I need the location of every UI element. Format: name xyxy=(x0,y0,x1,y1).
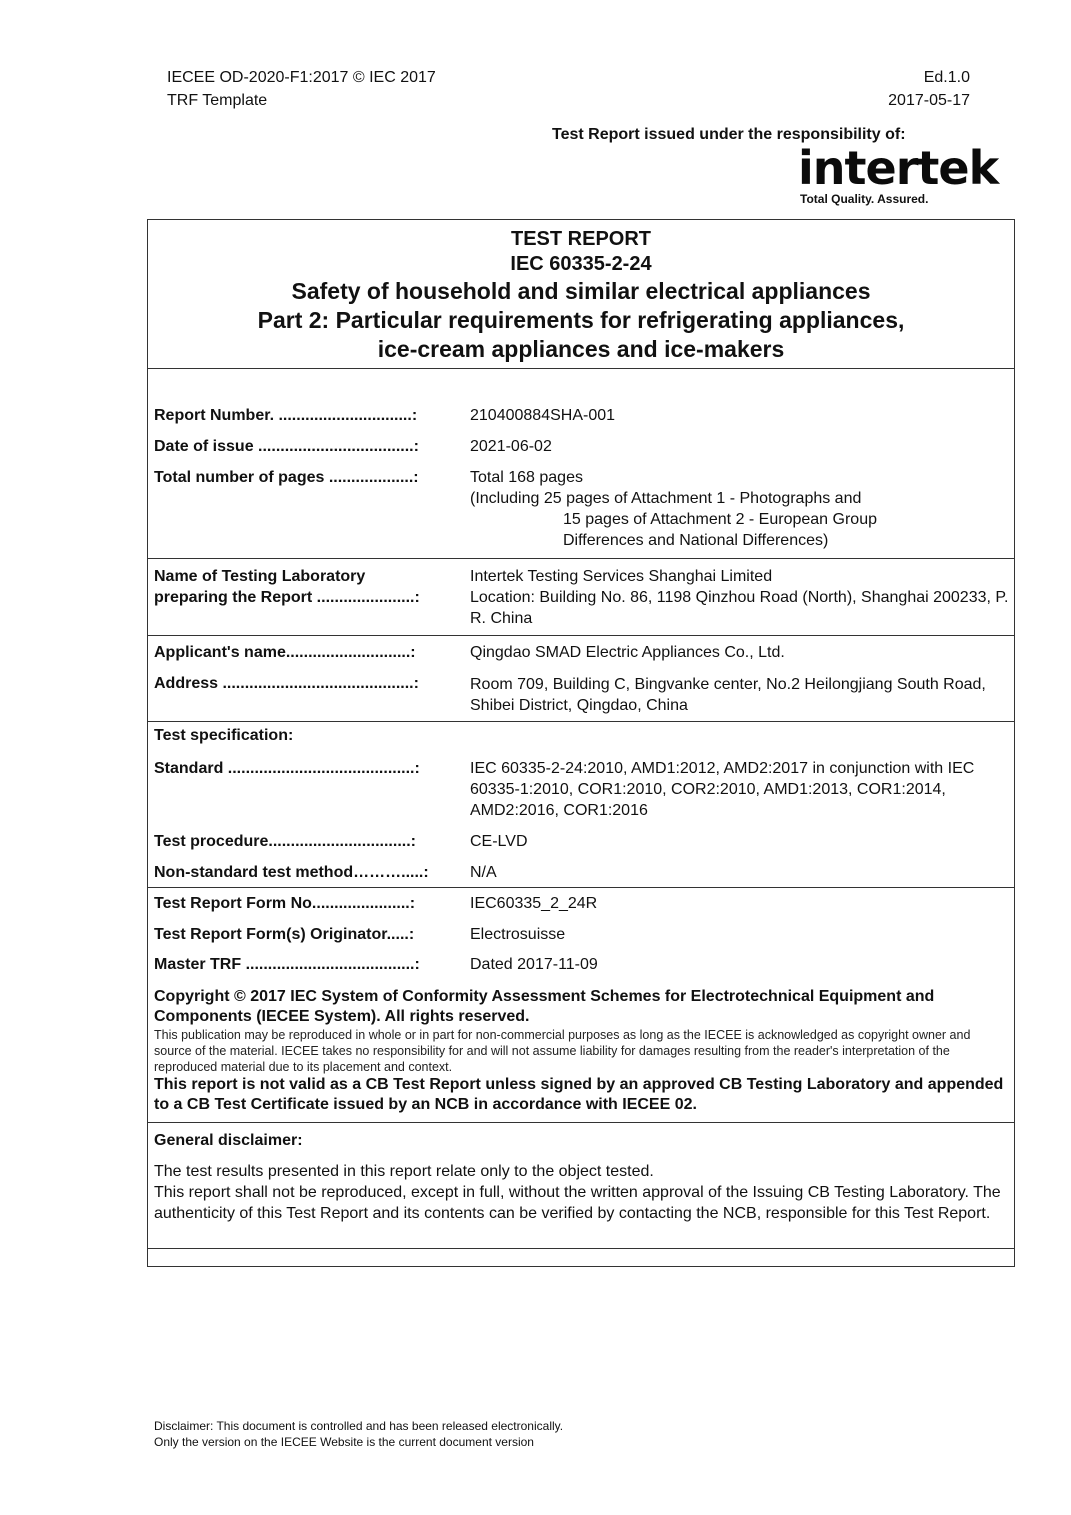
general-disclaimer xyxy=(154,1130,1010,1224)
header-left xyxy=(167,66,436,112)
applicant-address-value: Room 709, Building C, Bingvanke center, No.2 Heilongjiang South Road, Shibei District, Qingdao, China xyxy=(470,676,986,714)
testing-lab-label-line-1: Name of Testing Laboratory xyxy=(154,568,366,585)
standard-title: Safety of household and similar electrical appliances xyxy=(291,278,871,304)
applicant-address-label: Address ...........................................: xyxy=(154,675,419,692)
divider xyxy=(148,887,1014,888)
total-pages-line-4: Differences and National Differences) xyxy=(563,532,829,549)
trf-number-row xyxy=(154,893,1014,914)
standard-subtitle-2: ice-cream appliances and ice-makers xyxy=(377,336,785,362)
non-standard-method-label: Non-standard test method……….....: xyxy=(154,864,429,881)
master-trf-row xyxy=(154,954,1014,975)
total-pages-row xyxy=(154,467,1014,553)
header-right xyxy=(888,66,970,112)
general-disclaimer-line-2: This report shall not be reproduced, except in full, without the written approval of the Issuing CB Testing Laboratory. The authenticity of this Test Report and its contents can be verified by contacting the NCB, responsible for this Test Report. xyxy=(154,1184,1001,1222)
standard-row xyxy=(154,758,1014,821)
master-trf-label: Master TRF ......................................: xyxy=(154,956,420,973)
standard-label: Standard ..........................................: xyxy=(154,760,420,777)
footer-line-2: Only the version on the IECEE Website is the current document version xyxy=(154,1435,534,1449)
report-number-value: 210400884SHA-001 xyxy=(470,407,616,424)
copyright-heading: Copyright © 2017 IEC System of Conformity Assessment Schemes for Electrotechnical Equipment and Components (IECEE System). All rights reserved. xyxy=(154,988,935,1025)
logo-tagline: Total Quality. Assured. xyxy=(800,192,929,206)
trf-originator-label: Test Report Form(s) Originator.....: xyxy=(154,926,415,943)
testing-lab-label xyxy=(154,566,454,608)
issued-under-text: Test Report issued under the responsibility of: xyxy=(552,126,906,143)
template-name: TRF Template xyxy=(167,92,268,109)
testing-lab-location: Location: Building No. 86, 1198 Qinzhou Road (North), Shanghai 200233, P. R. China xyxy=(470,589,1009,627)
total-pages-line-2: (Including 25 pages of Attachment 1 - Photographs and xyxy=(470,490,862,507)
footer-line-1: Disclaimer: This document is controlled and has been released electronically. xyxy=(154,1419,564,1433)
master-trf-value: Dated 2017-11-09 xyxy=(470,956,598,973)
testing-lab-label-line-2: preparing the Report ......................: xyxy=(154,589,420,606)
divider xyxy=(148,558,1014,559)
test-procedure-row xyxy=(154,831,1014,852)
trf-number-label: Test Report Form No......................: xyxy=(154,895,416,912)
test-procedure-value: CE-LVD xyxy=(470,833,528,850)
standard-value: IEC 60335-2-24:2010, AMD1:2012, AMD2:2017 in conjunction with IEC 60335-1:2010, COR1:2010, COR2:2010, AMD1:2013, COR1:2014, AMD2:2016, COR1:2016 xyxy=(470,760,975,819)
intertek-logo xyxy=(798,142,998,212)
non-standard-method-value: N/A xyxy=(470,864,497,881)
total-pages-line-1: Total 168 pages xyxy=(470,469,583,486)
total-pages-value xyxy=(470,467,1010,551)
report-frame xyxy=(147,219,1015,1267)
copyright-body: This publication may be reproduced in whole or in part for non-commercial purposes as long as the IECEE is acknowledged as copyright owner and source of the material. IECEE takes no responsibility for and will not assume liability for damages resulting from the reader's interpretation of the reproduced material due to its placement and context. xyxy=(154,1028,971,1074)
date-of-issue-label: Date of issue ...................................: xyxy=(154,438,419,455)
standard-subtitle-1: Part 2: Particular requirements for refrigerating appliances, xyxy=(257,307,905,333)
title-block xyxy=(148,220,1014,369)
total-pages-line-3: 15 pages of Attachment 2 - European Group xyxy=(563,511,877,528)
testing-lab-row xyxy=(154,566,1014,628)
form-reference: IECEE OD-2020-F1:2017 © IEC 2017 xyxy=(167,69,436,86)
date-of-issue-value: 2021-06-02 xyxy=(470,438,552,455)
report-number-label: Report Number. ..............................: xyxy=(154,407,418,424)
report-heading: TEST REPORT xyxy=(510,228,651,250)
trf-number-value: IEC60335_2_24R xyxy=(470,895,598,912)
test-specification-heading: Test specification: xyxy=(154,727,294,744)
trf-originator-row xyxy=(154,924,1014,945)
applicant-name-value: Qingdao SMAD Electric Appliances Co., Ltd. xyxy=(470,644,785,661)
footer-disclaimer xyxy=(154,1418,563,1450)
divider xyxy=(148,1248,1014,1249)
date-of-issue-row xyxy=(154,436,1014,457)
divider xyxy=(148,635,1014,636)
divider xyxy=(148,1122,1014,1123)
report-number-row xyxy=(154,405,1014,426)
edition: Ed.1.0 xyxy=(923,69,970,86)
trf-originator-value: Electrosuisse xyxy=(470,926,566,943)
validity-statement: This report is not valid as a CB Test Report unless signed by an approved CB Testing Laboratory and appended to a CB Test Certificate issued by an NCB in accordance with IECEE 02. xyxy=(154,1076,1004,1113)
applicant-name-row xyxy=(154,642,1014,663)
applicant-address-row xyxy=(154,673,1014,715)
template-date: 2017-05-17 xyxy=(888,92,970,109)
testing-lab-value xyxy=(470,566,1010,629)
standard-number: IEC 60335-2-24 xyxy=(510,253,652,275)
logo-wordmark: intertek xyxy=(798,141,999,195)
testing-lab-name: Intertek Testing Services Shanghai Limited xyxy=(470,568,773,585)
test-procedure-label: Test procedure................................: xyxy=(154,833,416,850)
non-standard-method-row xyxy=(154,862,1014,883)
general-disclaimer-heading: General disclaimer: xyxy=(154,1132,303,1149)
total-pages-label: Total number of pages ...................: xyxy=(154,469,419,486)
applicant-name-label: Applicant's name............................: xyxy=(154,644,416,661)
divider xyxy=(148,721,1014,722)
general-disclaimer-line-1: The test results presented in this report relate only to the object tested. xyxy=(154,1163,654,1180)
copyright-block xyxy=(154,987,1010,1115)
